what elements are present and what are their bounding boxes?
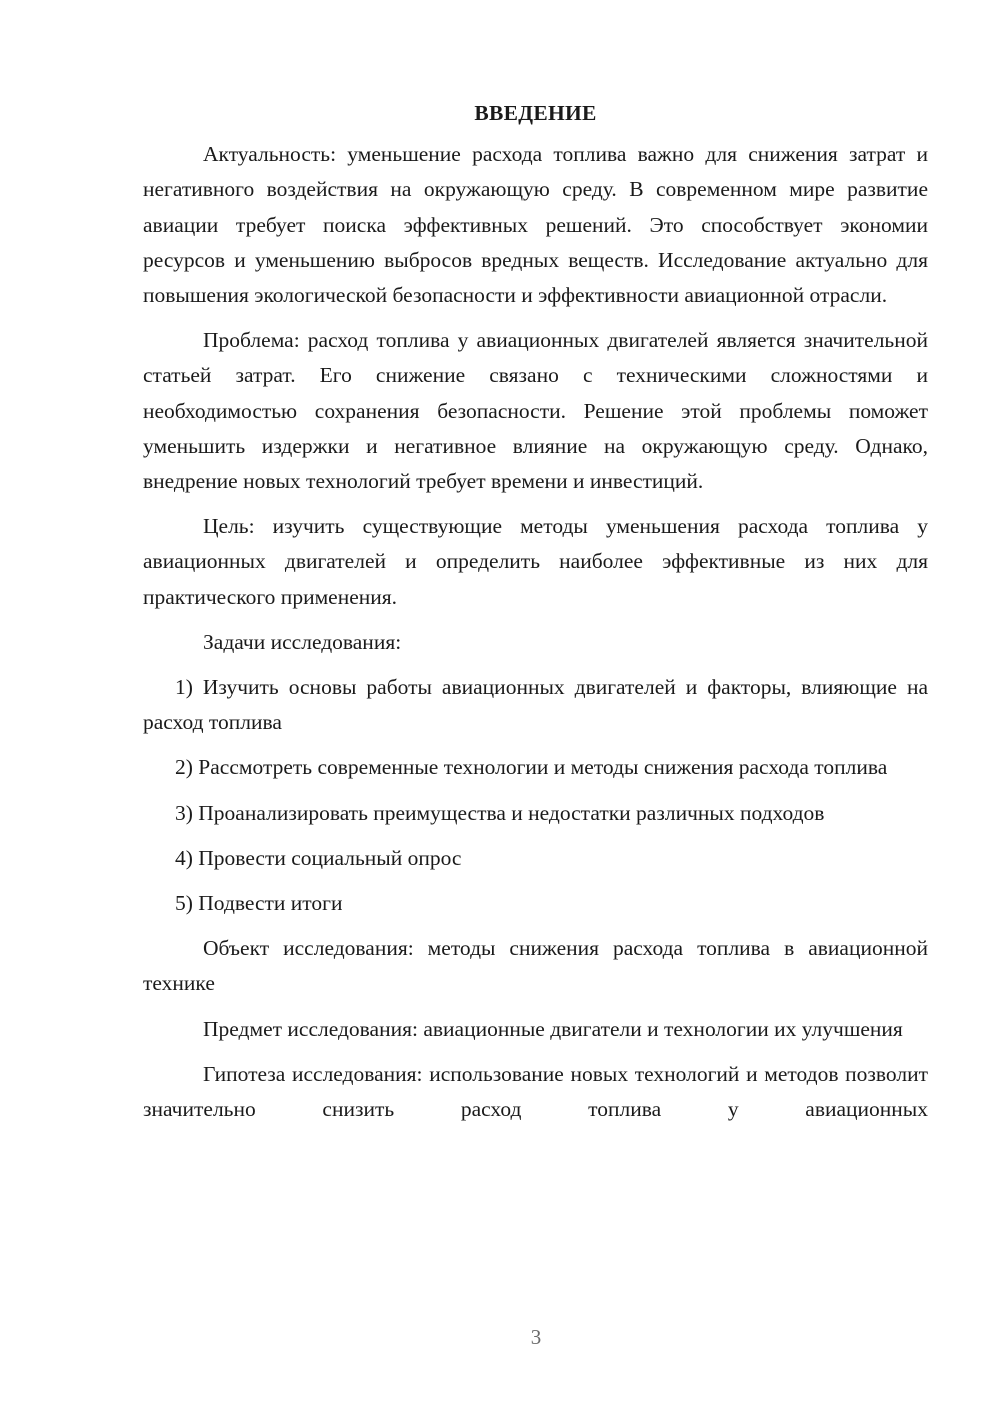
paragraph-object: Объект исследования: методы снижения расхода топлива в авиационной технике xyxy=(143,936,928,996)
section-title: ВВЕДЕНИЕ xyxy=(474,101,597,125)
list-item: 2) Рассмотреть современные технологии и методы снижения расхода топлива xyxy=(175,755,888,780)
paragraph-hypothesis: Гипотеза исследования: использование новых технологий и методов позволит значительно снизить расход топлива у авиационных xyxy=(143,1061,928,1122)
paragraph-goal: Цель: изучить существующие методы уменьшения расхода топлива у авиационных двигателей и определить наиболее эффективные из них для практического применения. xyxy=(143,514,928,609)
list-item: 3) Проанализировать преимущества и недостатки различных подходов xyxy=(175,800,825,825)
page-number: 3 xyxy=(530,1325,542,1349)
list-item: 4) Провести социальный опрос xyxy=(175,845,462,870)
list-item: 5) Подвести итоги xyxy=(175,891,343,916)
paragraph-subject: Предмет исследования: авиационные двигатели и технологии их улучшения xyxy=(203,1016,903,1041)
paragraph-problem: Проблема: расход топлива у авиационных двигателей является значительной статьей затрат. Его снижение связано с техническими сложностями и необходимостью сохранения безопасности. Решение этой проблемы поможет уменьшить издержки и негативное влияние на окружающую среду. Однако, внедрение новых технологий требует времени и инвестиций. xyxy=(143,328,928,494)
list-item: 1) Изучить основы работы авиационных двигателей и факторы, влияющие на расход топлива xyxy=(143,675,928,735)
document-page xyxy=(143,96,928,1137)
paragraph-relevance: Актуальность: уменьшение расхода топлива важно для снижения затрат и негативного воздействия на окружающую среду. В современном мире развитие авиации требует поиска эффективных решений. Это способствует экономии ресурсов и уменьшению выбросов вредных веществ. Исследование актуально для повышения экологической безопасности и эффективности авиационной отрасли. xyxy=(143,142,928,308)
tasks-heading: Задачи исследования: xyxy=(203,629,402,654)
